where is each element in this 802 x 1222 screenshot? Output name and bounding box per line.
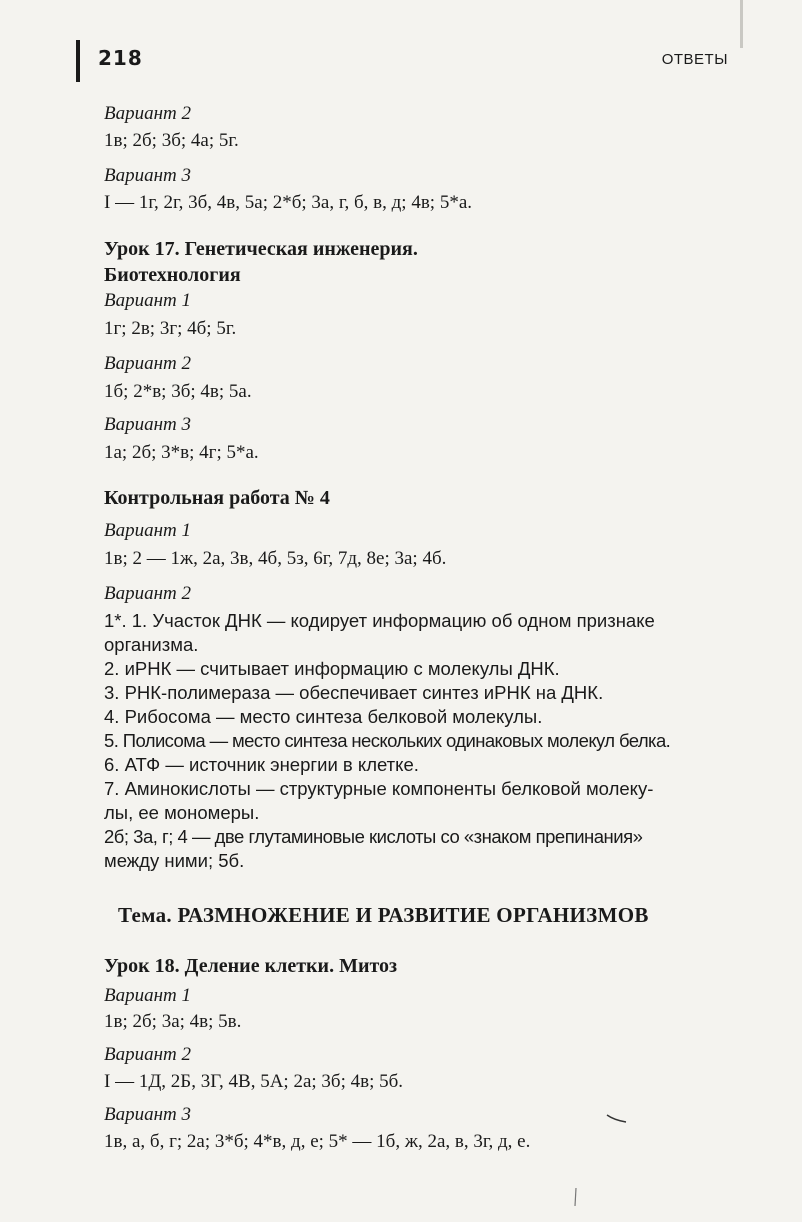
variant-label: Вариант 2 bbox=[104, 353, 192, 374]
running-title: ОТВЕТЫ bbox=[661, 51, 728, 68]
variant-label: Вариант 2 bbox=[104, 103, 192, 124]
answer-text-line: 5. Полисома — место синтеза нескольких одинаковых молекул белка. bbox=[104, 730, 671, 751]
lesson-17-title-line-2: Биотехнология bbox=[104, 264, 241, 286]
variant-label: Вариант 3 bbox=[104, 165, 192, 186]
answer-text-line: организма. bbox=[104, 634, 199, 655]
variant-label: Вариант 1 bbox=[104, 520, 192, 541]
answer-text-line: 7. Аминокислоты — структурные компоненты белковой молеку- bbox=[104, 778, 654, 799]
answer-line: 1в; 2б; 3а; 4в; 5в. bbox=[104, 1011, 242, 1032]
answer-line: I — 1г, 2г, 3б, 4в, 5а; 2*б; 3а, г, б, в, д; 4в; 5*а. bbox=[104, 192, 473, 213]
control-work-title: Контрольная работа № 4 bbox=[104, 487, 330, 509]
margin-bar bbox=[76, 40, 80, 82]
answer-line: 1б; 2*в; 3б; 4в; 5а. bbox=[104, 381, 252, 402]
answer-line: 1а; 2б; 3*в; 4г; 5*а. bbox=[104, 442, 259, 463]
variant-label: Вариант 2 bbox=[104, 1044, 192, 1065]
answer-text-line: лы, ее мономеры. bbox=[104, 802, 260, 823]
variant-label: Вариант 3 bbox=[104, 414, 192, 435]
variant-label: Вариант 2 bbox=[104, 583, 192, 604]
answer-text-line: 6. АТФ — источник энергии в клетке. bbox=[104, 754, 419, 775]
variant-label: Вариант 1 bbox=[104, 985, 192, 1006]
page-edge-line bbox=[740, 0, 743, 48]
variant-label: Вариант 3 bbox=[104, 1104, 192, 1125]
answer-text-line: между ними; 5б. bbox=[104, 850, 245, 871]
answer-text-line: 1*. 1. Участок ДНК — кодирует информацию об одном признаке bbox=[104, 610, 655, 631]
answer-text-line: 2. иРНК — считывает информацию с молекулы ДНК. bbox=[104, 658, 560, 679]
answer-text-line: 4. Рибосома — место синтеза белковой молекулы. bbox=[104, 706, 543, 727]
scan-speck-icon bbox=[572, 1186, 580, 1208]
lesson-18-title: Урок 18. Деление клетки. Митоз bbox=[104, 955, 398, 977]
answer-line: 1в; 2 — 1ж, 2а, 3в, 4б, 5з, 6г, 7д, 8е; 3а; 4б. bbox=[104, 548, 447, 569]
pencil-mark-icon bbox=[606, 1112, 628, 1126]
variant-label: Вариант 1 bbox=[104, 290, 192, 311]
answer-line: 1г; 2в; 3г; 4б; 5г. bbox=[104, 318, 237, 339]
answer-line: 1в, а, б, г; 2а; 3*б; 4*в, д, е; 5* — 1б, ж, 2а, в, 3г, д, е. bbox=[104, 1131, 531, 1152]
answer-text-line: 2б; 3а, г; 4 — две глутаминовые кислоты со «знаком препинания» bbox=[104, 826, 643, 847]
topic-title: Тема. РАЗМНОЖЕНИЕ И РАЗВИТИЕ ОРГАНИЗМОВ bbox=[118, 903, 649, 927]
answer-line: 1в; 2б; 3б; 4а; 5г. bbox=[104, 130, 239, 151]
answer-line: I — 1Д, 2Б, 3Г, 4В, 5А; 2а; 3б; 4в; 5б. bbox=[104, 1071, 404, 1092]
page-number: 218 bbox=[98, 46, 143, 70]
answer-text-line: 3. РНК-полимераза — обеспечивает синтез иРНК на ДНК. bbox=[104, 682, 604, 703]
lesson-17-title-line-1: Урок 17. Генетическая инженерия. bbox=[104, 238, 418, 260]
